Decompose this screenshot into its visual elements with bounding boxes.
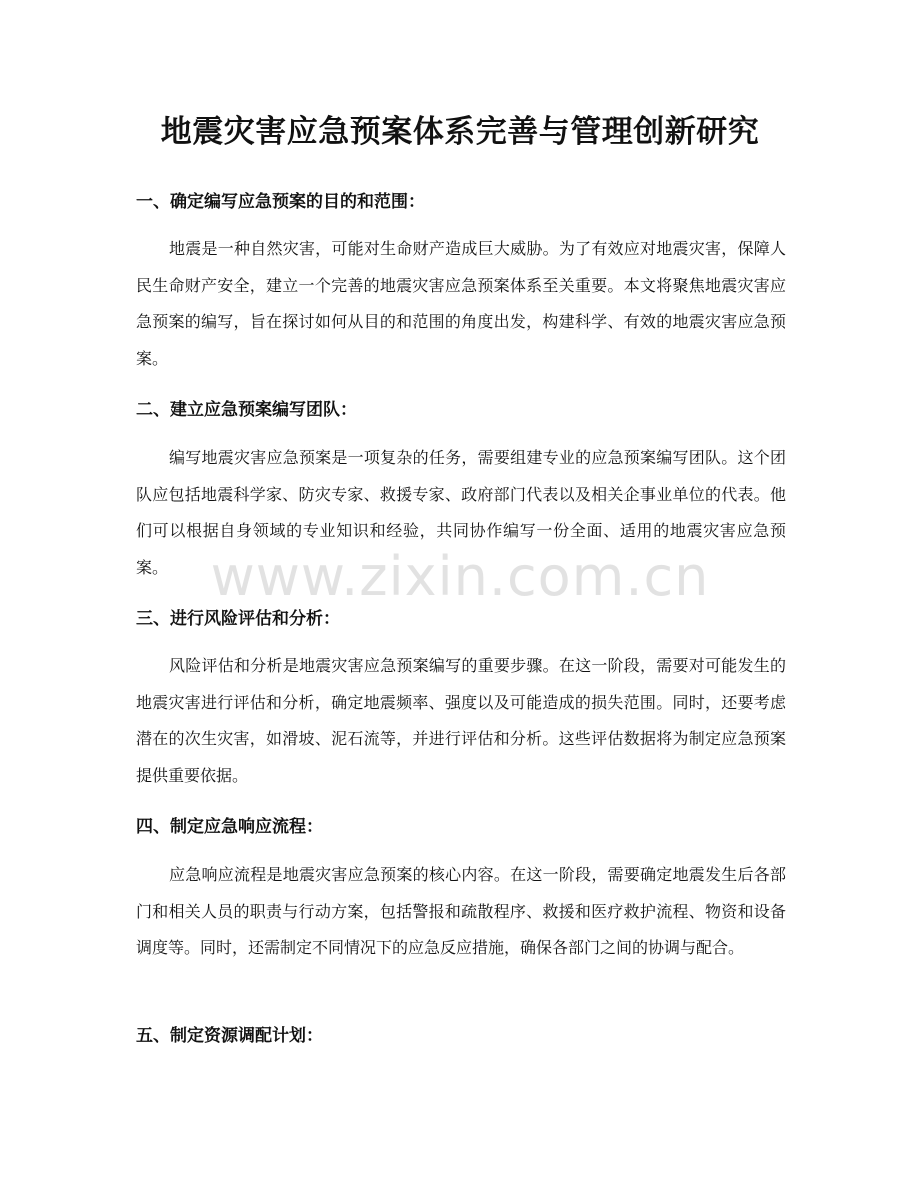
section-heading-4: 四、制定应急响应流程： bbox=[136, 817, 323, 837]
section-heading-3: 三、进行风险评估和分析： bbox=[136, 609, 340, 629]
section-heading-5: 五、制定资源调配计划： bbox=[136, 1026, 323, 1046]
section-heading-1: 一、确定编写应急预案的目的和范围： bbox=[136, 192, 425, 212]
section-paragraph-4: 应急响应流程是地震灾害应急预案的核心内容。在这一阶段，需要确定地震发生后各部门和相关人员的职责与行动方案，包括警报和疏散程序、救援和医疗救护流程、物资和设备调度等。同时，还需制定不同情况下的应急反应措施，确保各部门之间的协调与配合。 bbox=[136, 865, 786, 957]
watermark-text: www.zixin.com.cn bbox=[210, 545, 710, 608]
section-paragraph-1: 地震是一种自然灾害，可能对生命财产造成巨大威胁。为了有效应对地震灾害，保障人民生命财产安全，建立一个完善的地震灾害应急预案体系至关重要。本文将聚焦地震灾害应急预案的编写，旨在探讨如何从目的和范围的角度出发，构建科学、有效的地震灾害应急预案。 bbox=[136, 239, 786, 368]
page-title: 地震灾害应急预案体系完善与管理创新研究 bbox=[160, 114, 760, 150]
section-paragraph-2: 编写地震灾害应急预案是一项复杂的任务，需要组建专业的应急预案编写团队。这个团队应包括地震科学家、防灾专家、救援专家、政府部门代表以及相关企事业单位的代表。他们可以根据自身领域的专业知识和经验，共同协作编写一份全面、适用的地震灾害应急预案。 bbox=[136, 448, 786, 577]
section-paragraph-3: 风险评估和分析是地震灾害应急预案编写的重要步骤。在这一阶段，需要对可能发生的地震灾害进行评估和分析，确定地震频率、强度以及可能造成的损失范围。同时，还要考虑潜在的次生灾害，如滑坡、泥石流等，并进行评估和分析。这些评估数据将为制定应急预案提供重要依据。 bbox=[136, 656, 786, 785]
section-heading-2: 二、建立应急预案编写团队： bbox=[136, 400, 357, 420]
